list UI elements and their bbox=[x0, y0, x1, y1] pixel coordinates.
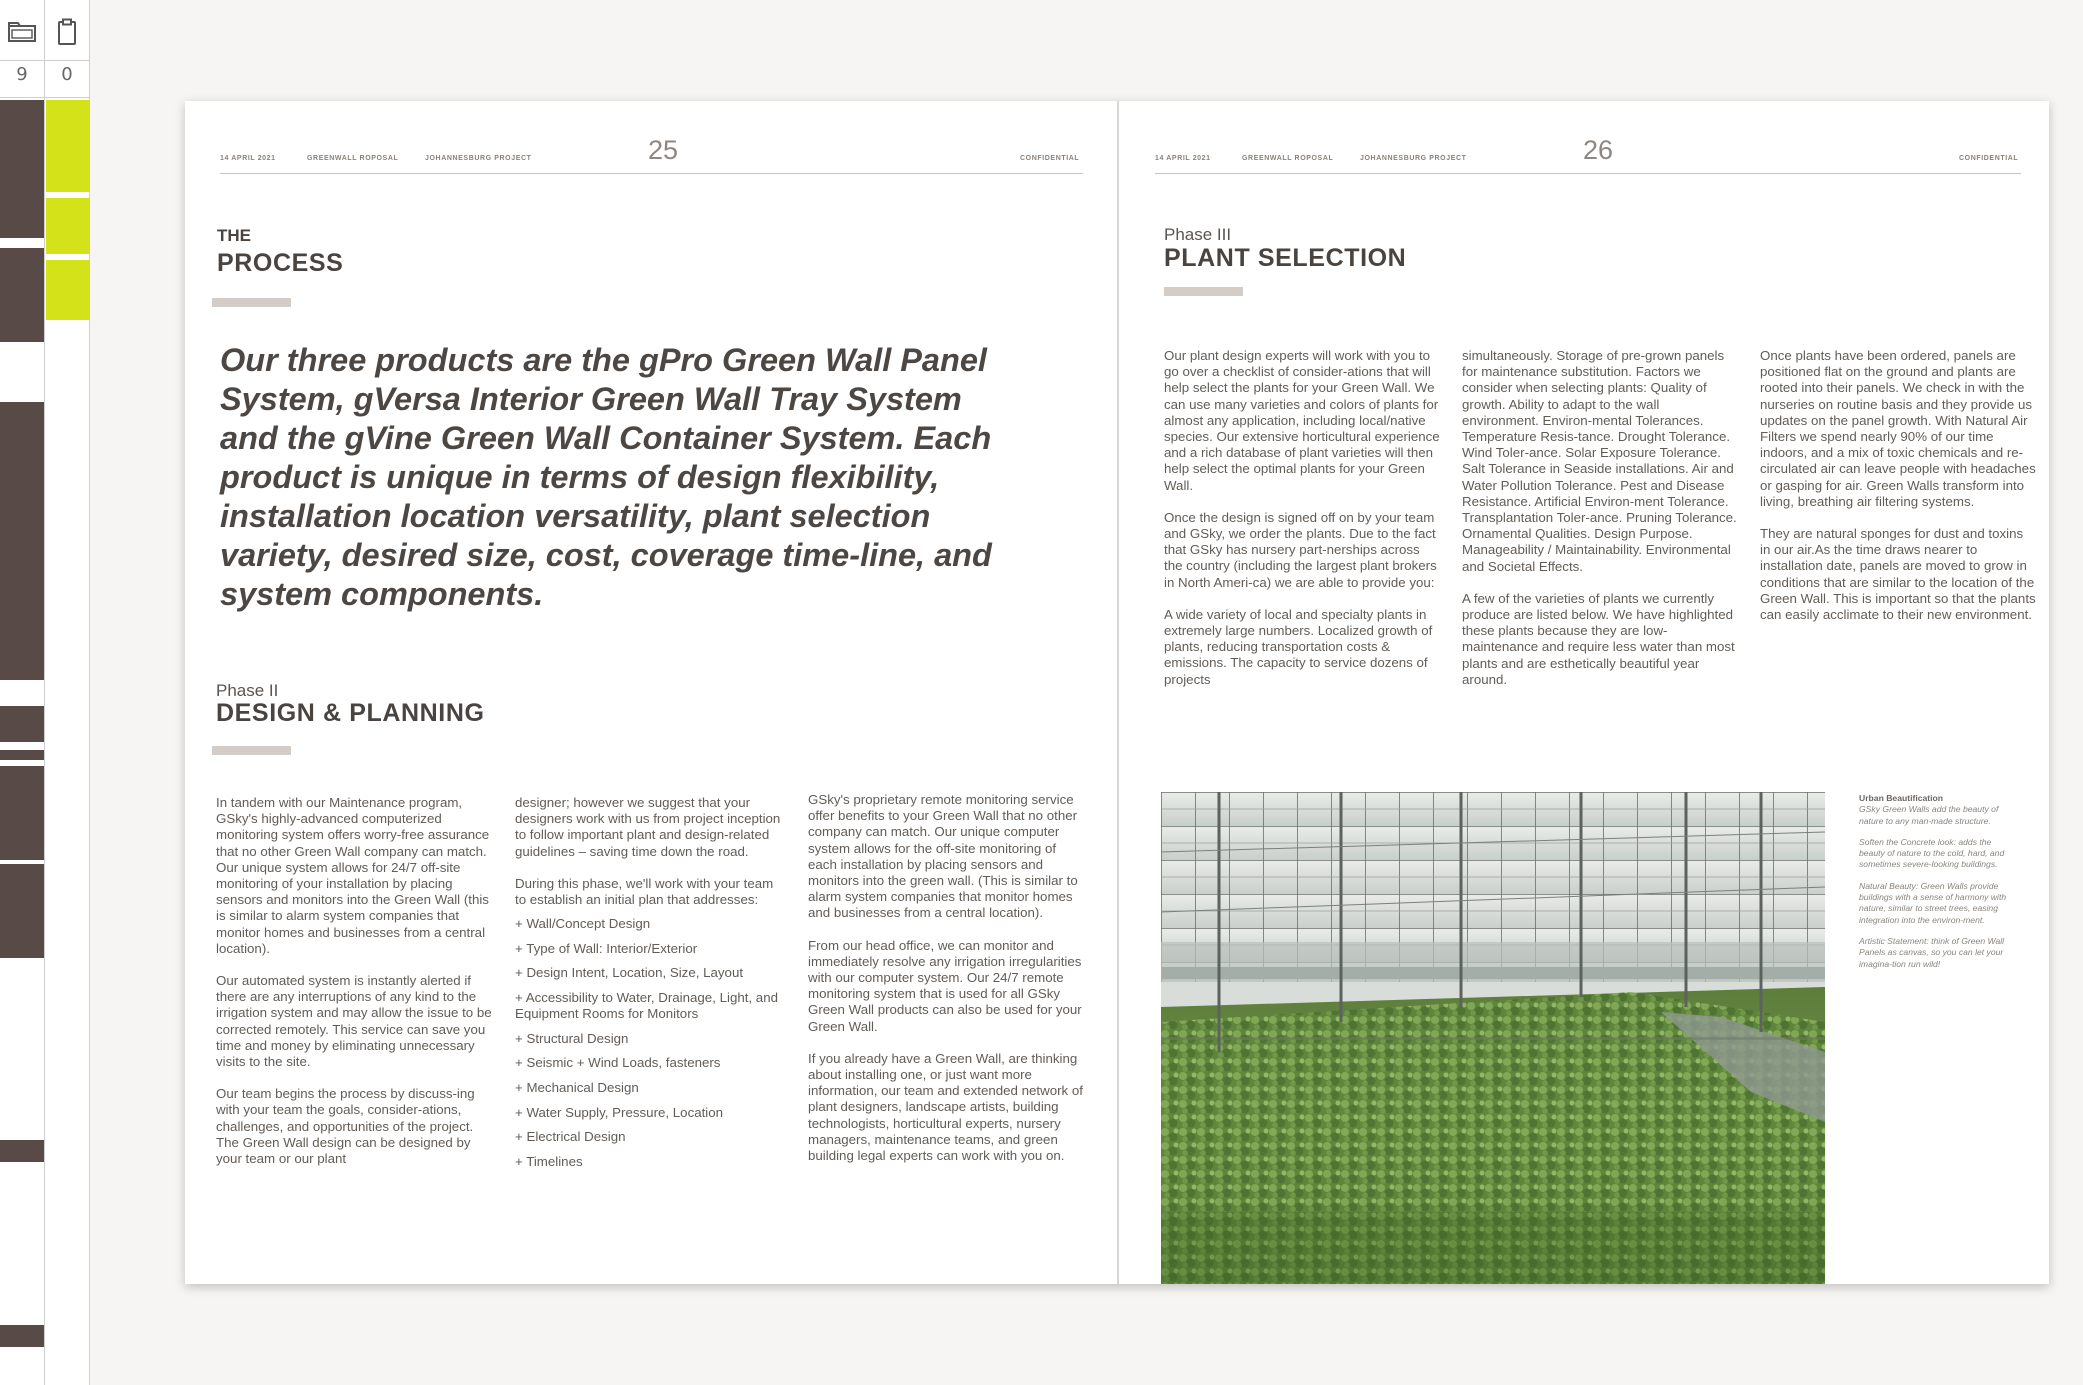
header-date: 14 APRIL 2021 bbox=[220, 155, 276, 162]
document-spread bbox=[185, 101, 2049, 1284]
page-marker[interactable] bbox=[0, 1140, 44, 1162]
phase-divider bbox=[212, 746, 291, 755]
list-item: + Type of Wall: Interior/Exterior bbox=[515, 940, 698, 956]
paragraph: designer; however we suggest that your designers work with us from project inception to follow important plant and design-related guidelines – saving time down the road. bbox=[515, 795, 781, 859]
caption-text: Artistic Statement: think of Green Wall Panels as canvas, so you can let your imagina-tion run wild! bbox=[1859, 935, 2005, 969]
list-item: + Timelines bbox=[515, 1153, 583, 1169]
section-divider bbox=[212, 298, 291, 307]
page-25 bbox=[185, 101, 1117, 1284]
clipboard-icon bbox=[56, 18, 78, 46]
header-confidential: CONFIDENTIAL bbox=[1020, 155, 1080, 162]
paragraph: A wide variety of local and specialty plants in extremely large numbers. Localized growth of plants, reducing transportation costs & emissions. The capacity to service dozens of projects bbox=[1164, 606, 1433, 687]
paragraph: If you already have a Green Wall, are thinking about installing one, or just want more information, our team and extended network of plant designers, landscape artists, building technologists, horticultural experts, nursery managers, maintenance teams, and green building legal experts can work with you on. bbox=[808, 1050, 1083, 1164]
phase-title: DESIGN & PLANNING bbox=[216, 699, 485, 727]
paragraph: During this phase, we'll work with your team to establish an initial plan that addresses: bbox=[515, 875, 774, 908]
section-label: THE bbox=[217, 226, 251, 245]
paragraph: GSky's proprietary remote monitoring service offer benefits to your Green Wall that no other company can match. Our unique computer system allows for the off-site monitoring of each installation by placing sensors and monitors into the green wall. (This is similar to alarm system companies that monitor homes and businesses from a central location). bbox=[808, 792, 1078, 921]
text-column-3 bbox=[808, 792, 1086, 1180]
thumbnail-sidebar bbox=[0, 0, 90, 1385]
page-marker[interactable] bbox=[0, 1325, 44, 1347]
panels-icon bbox=[7, 21, 37, 43]
text-column-2 bbox=[1462, 348, 1738, 704]
paragraph: In tandem with our Maintenance program, GSky's highly-advanced computerized monitoring system offers worry-free assurance that no other Green Wall company can match. Our unique system allows for 24/7 off-site monitoring of your installation by placing sensors and monitors into the Green Wall (this is similar to alarm system companies that monitor homes and businesses from a central location). bbox=[216, 795, 490, 956]
page-marker-accent[interactable] bbox=[46, 260, 90, 320]
paragraph: Our automated system is instantly alerted if there are any interruptions of any kind to the irrigation system and may allow the issue to be corrected remotely. This service can save you time and money by eliminating unnecessary visits to the site. bbox=[216, 973, 492, 1070]
caption-text: Soften the Concrete look: adds the beauty of nature to the cold, hard, and sometimes severe-looking buildings. bbox=[1859, 836, 2005, 870]
paragraph: Once plants have been ordered, panels are positioned flat on the ground and plants are rooted into their panels. We check in with the nurseries on routine basis and they provide us updates on the panel growth. With Natural Air Filters we spend nearly 90% of our time indoors, and a mix of toxic chemicals and re-circulated air can leave people with headaches or gasping for air. Green Walls transform into living, breathing air filtering systems. bbox=[1760, 348, 2036, 509]
list-item: + Structural Design bbox=[515, 1030, 629, 1046]
text-column-2 bbox=[515, 795, 787, 1178]
page-marker[interactable] bbox=[0, 402, 44, 680]
paragraph: Our team begins the process by discuss-ing with your team the goals, consider-ations, challenges, and opportunities of the project. The Green Wall design can be designed by your team or our plant bbox=[216, 1086, 475, 1167]
caption-title: Urban Beautification bbox=[1859, 793, 1944, 803]
list-item: + Design Intent, Location, Size, Layout bbox=[515, 965, 744, 981]
text-column-1 bbox=[216, 795, 494, 1183]
paragraph: A few of the varieties of plants we currently produce are listed below. We have highlighted these plants because they are low-maintenance and require less water than most plants and are esthetically beautiful year around. bbox=[1462, 590, 1735, 687]
panels-button[interactable] bbox=[0, 8, 44, 56]
left-count: 9 bbox=[16, 64, 28, 85]
header-confidential: CONFIDENTIAL bbox=[1959, 155, 2019, 162]
header-project: JOHANNESBURG PROJECT bbox=[1360, 155, 1467, 162]
page-marker[interactable] bbox=[0, 766, 44, 860]
list-item: + Seismic + Wind Loads, fasteners bbox=[515, 1055, 721, 1071]
greenhouse-photo bbox=[1161, 792, 1825, 1284]
page-marker-accent[interactable] bbox=[46, 198, 90, 254]
paragraph: Once the design is signed off on by your team and GSky, we order the plants. Due to the fact that GSky has nursery part-nerships across the country (including the largest plant brokers in North Ameri-ca) we are able to provide you: bbox=[1164, 509, 1437, 590]
list-item: + Mechanical Design bbox=[515, 1079, 639, 1095]
page-number: 26 bbox=[1583, 135, 1614, 165]
text-column-1 bbox=[1164, 348, 1440, 704]
page-marker[interactable] bbox=[0, 750, 44, 760]
page-marker-accent[interactable] bbox=[46, 100, 90, 192]
sidebar-divider bbox=[0, 97, 90, 98]
section-title: PROCESS bbox=[217, 249, 344, 277]
header-date: 14 APRIL 2021 bbox=[1155, 155, 1211, 162]
list-item: + Accessibility to Water, Drainage, Light, and Equipment Rooms for Monitors bbox=[515, 990, 778, 1022]
caption-text: GSky Green Walls add the beauty of nature to any man-made structure. bbox=[1859, 804, 1999, 826]
header-doc: GREENWALL ROPOSAL bbox=[307, 155, 399, 162]
photo-caption bbox=[1859, 793, 2009, 980]
pull-quote: Our three products are the gPro Green Wall Panel System, gVersa Interior Green Wall Tray System and the gVine Green Wall Container System. Each product is unique in terms of design flexibility, installation location versatility, plant selection variety, desired size, cost, coverage time-line, and system components. bbox=[220, 342, 992, 612]
phase-label: Phase III bbox=[1164, 225, 1232, 244]
page-marker[interactable] bbox=[0, 706, 44, 742]
list-item: + Water Supply, Pressure, Location bbox=[515, 1104, 724, 1120]
sidebar-divider bbox=[44, 0, 45, 1385]
right-count: 0 bbox=[61, 64, 73, 85]
header-doc: GREENWALL ROPOSAL bbox=[1242, 155, 1334, 162]
greenhouse-image bbox=[1161, 792, 1825, 1284]
header-rule bbox=[1155, 173, 2021, 174]
paragraph: From our head office, we can monitor and immediately resolve any irrigation irregularities with our computer system. Our 24/7 remote monitoring system that is used for all GSky Green Wall products can also be used for your Green Wall. bbox=[808, 937, 1082, 1034]
page-marker[interactable] bbox=[0, 248, 44, 342]
phase-label: Phase II bbox=[216, 681, 279, 700]
address-list bbox=[515, 916, 787, 1170]
list-item: + Wall/Concept Design bbox=[515, 916, 651, 932]
header-rule bbox=[220, 173, 1083, 174]
list-item: + Electrical Design bbox=[515, 1129, 626, 1145]
phase-title: PLANT SELECTION bbox=[1164, 244, 1407, 272]
phase-divider bbox=[1164, 287, 1243, 296]
text-column-3 bbox=[1760, 348, 2036, 639]
paragraph: Our plant design experts will work with you to go over a checklist of consider-ations that will help select the plants for your Green Wall. We can use many varieties and colors of plants for almost any application, including local/native species. Our extensive horticultural experience and a rich database of plant varieties will then help select the optimal plants for your Green Wall. bbox=[1164, 348, 1440, 493]
header-project: JOHANNESBURG PROJECT bbox=[425, 155, 532, 162]
clipboard-button[interactable] bbox=[45, 8, 89, 56]
paragraph: They are natural sponges for dust and toxins in our air.As the time draws nearer to installation date, panels are moved to grow in conditions that are similar to the location of the Green Wall. This is important so that the plants can easily acclimate to their new environment. bbox=[1760, 526, 2036, 623]
page-marker[interactable] bbox=[0, 864, 44, 958]
caption-text: Natural Beauty: Green Walls provide buildings with a sense of harmony with nature, similar to street trees, easing integration into the environ-ment. bbox=[1859, 880, 2007, 925]
paragraph: simultaneously. Storage of pre-grown panels for maintenance substitution. Factors we consider when selecting plants: Quality of growth. Ability to adapt to the wall environment. Environ-mental Tolerances. Temperature Resis-tance. Drought Tolerance. Wind Toler-ance. Solar Exposure Tolerance. Salt Tolerance in Seaside installations. Air and Water Pollution Tolerance. Pest and Disease Resistance. Artificial Environ-ment Tolerance. Transplantation Toler-ance. Pruning Tolerance. Ornamental Qualities. Design Purpose. Manageability / Maintainability. Environmental and Societal Effects. bbox=[1462, 348, 1737, 574]
page-marker[interactable] bbox=[0, 100, 44, 238]
sidebar-divider bbox=[0, 60, 90, 61]
page-number: 25 bbox=[648, 135, 679, 165]
